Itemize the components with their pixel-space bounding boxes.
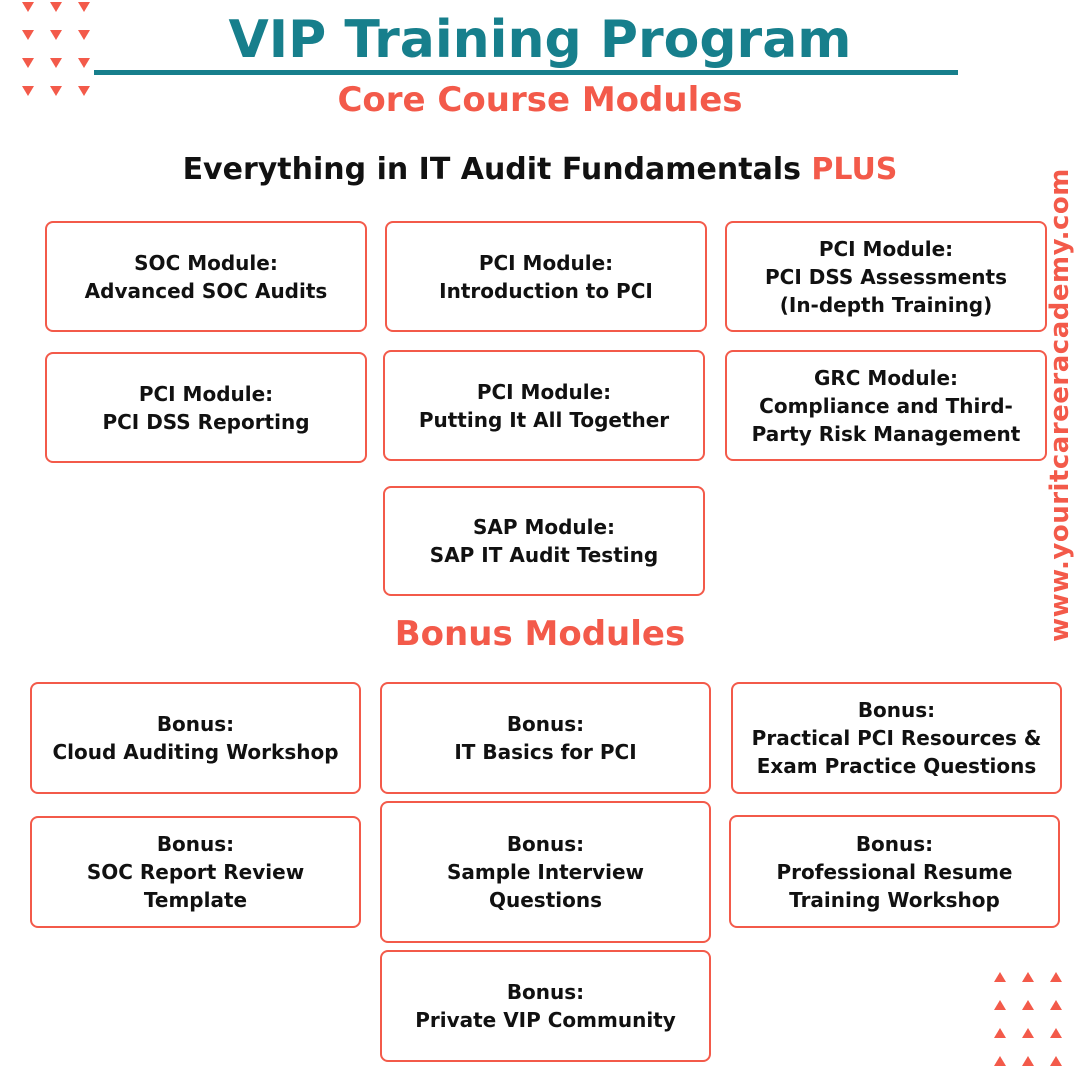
bonus-module-card	[380, 801, 711, 943]
card-line: Bonus:	[156, 712, 235, 736]
bonus-module-card	[380, 950, 711, 1062]
card-line: Template	[143, 888, 248, 912]
card-line: PCI Module:	[818, 236, 954, 261]
page-title: VIP Training Program	[228, 10, 852, 70]
card-line: Bonus:	[156, 832, 235, 856]
website-url: www.youritcareeracademy.com	[1045, 168, 1075, 642]
card-line: SAP Module:	[472, 515, 616, 539]
card-line: PCI Module:	[476, 379, 612, 404]
core-module-card	[45, 352, 367, 463]
core-module-card	[385, 221, 707, 332]
card-line: PCI Module:	[478, 250, 614, 275]
card-line: Sample Interview	[446, 860, 645, 884]
card-line: SOC Module:	[134, 250, 278, 275]
card-line: (In-depth Training)	[779, 292, 993, 317]
card-line: IT Basics for PCI	[454, 740, 637, 764]
bottom-right-triangle-pattern	[990, 970, 1080, 1080]
core-module-card	[725, 350, 1047, 461]
card-line: Bonus:	[506, 712, 585, 736]
card-line: Bonus:	[857, 698, 936, 722]
bonus-module-card	[30, 682, 361, 794]
bonus-module-card	[729, 815, 1060, 928]
core-module-card	[383, 486, 705, 596]
card-line: Private VIP Community	[415, 1008, 676, 1032]
card-line: Bonus:	[855, 831, 934, 856]
bonus-module-card	[380, 682, 711, 794]
bonus-module-card	[30, 816, 361, 928]
card-line: Bonus:	[506, 832, 585, 856]
card-line: Practical PCI Resources &	[751, 726, 1042, 750]
card-line: Training Workshop	[789, 887, 1000, 912]
card-line: Questions	[488, 888, 602, 912]
card-line: Cloud Auditing Workshop	[52, 740, 339, 764]
intro-text: Everything in IT Audit Fundamentals	[182, 152, 812, 187]
core-module-card	[725, 221, 1047, 332]
title-underline	[94, 70, 958, 75]
card-line: Professional Resume	[776, 859, 1013, 884]
card-line: Introduction to PCI	[439, 278, 653, 303]
card-line: Bonus:	[506, 980, 585, 1004]
bonus-section-title: Bonus Modules	[394, 614, 686, 654]
card-line: Putting It All Together	[418, 407, 670, 432]
card-line: PCI DSS Reporting	[102, 409, 310, 434]
core-module-card	[45, 221, 367, 332]
card-line: Advanced SOC Audits	[84, 278, 328, 303]
bonus-module-card	[731, 682, 1062, 794]
card-line: SOC Report Review	[86, 860, 305, 884]
card-line: GRC Module:	[813, 365, 959, 390]
card-line: PCI DSS Assessments	[765, 264, 1007, 289]
intro-line	[0, 152, 1080, 187]
card-line: PCI Module:	[138, 381, 274, 406]
page-subtitle: Core Course Modules	[337, 80, 743, 120]
card-line: Party Risk Management	[751, 421, 1021, 446]
card-line: Compliance and Third-	[759, 393, 1013, 418]
card-line: SAP IT Audit Testing	[429, 543, 659, 567]
card-line: Exam Practice Questions	[756, 754, 1037, 778]
core-module-card	[383, 350, 705, 461]
intro-highlight: PLUS	[811, 152, 898, 187]
